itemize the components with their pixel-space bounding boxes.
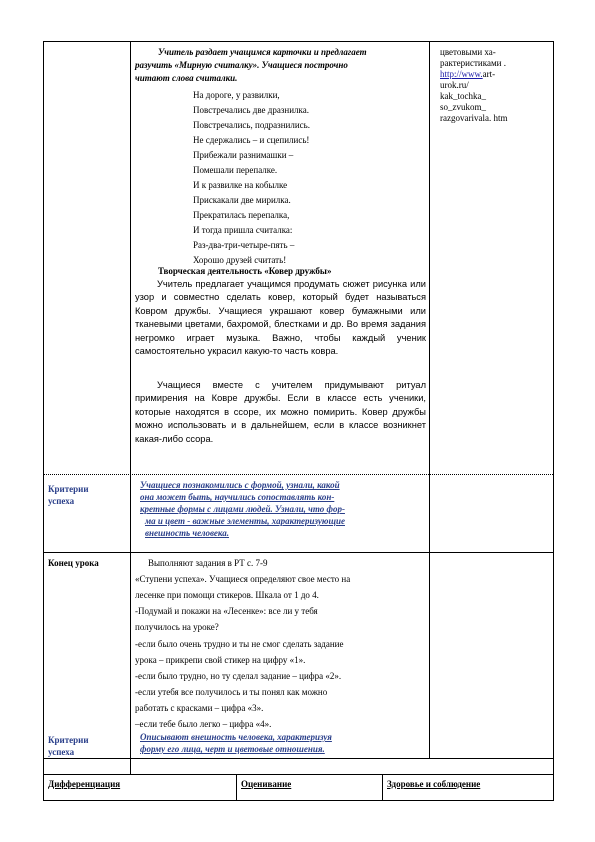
resource-line: цветовыми ха- — [440, 47, 496, 57]
criteria-label: успеха — [48, 496, 75, 506]
col-divider-1b — [130, 474, 131, 552]
poem-line: Не сдержались – и сцепились! — [193, 135, 310, 145]
col-divider-2b — [429, 474, 430, 552]
resource-line: рактеристиками . — [440, 58, 506, 68]
row-separator-dotted — [43, 474, 553, 475]
end-of-lesson-label: Конец урока — [48, 558, 99, 568]
activity-paragraph-1: Учитель предлагает учащимся продумать сюжет рисунка или узор и совместно сделать ковер, который будет называться Ковром дружбы. Учащиеся украшают ковер бумажными или тканевыми цветами, бахромой, блестками и др. Во время задания негромко играет музыка. Важно, чтобы каждый ученик самостоятельно украсил какую-то часть ковра. — [135, 279, 426, 357]
intro-line-3: читают слова считалки. — [135, 73, 238, 83]
criteria-text-line: Описывают внешность человека, характеризуя — [140, 732, 332, 742]
criteria-text-line: она может быть, научились сопоставлять кон- — [140, 492, 335, 502]
poem-line: И тогда пришла считалка: — [193, 225, 293, 235]
poem-line: Повстречались две дразнилка. — [193, 105, 310, 115]
col-divider-2c — [429, 552, 430, 758]
poem-line: Повстречались, подразнились. — [193, 120, 310, 130]
row-separator-2 — [43, 758, 553, 759]
poem-line: Раз-два-три-четыре-пять – — [193, 240, 295, 250]
criteria-text-line: внешность человека. — [145, 528, 229, 538]
footer-assessment: Оценивание — [241, 779, 292, 789]
table-bottom-border — [43, 800, 553, 801]
col-divider-1d — [130, 758, 131, 774]
end-line: лесенке при помощи стикеров. Шкала от 1 до 4. — [135, 590, 319, 600]
col-divider-2 — [429, 41, 430, 474]
footer-divider-2 — [382, 774, 383, 801]
poem-line: И к развилке на кобылке — [193, 180, 288, 190]
resource-link-line[interactable]: kak_tochka_ — [440, 91, 486, 101]
poem-line: Помешали перепалке. — [193, 165, 278, 175]
end-line: получилось на уроке? — [135, 622, 219, 632]
intro-line-2: разучить «Мирную считалку». Учащиеся построчно — [135, 60, 348, 70]
criteria-text-line: ма и цвет - важные элементы, характеризующие — [145, 516, 345, 526]
end-line: Выполняют задания в РТ с. 7-9 — [148, 558, 268, 568]
row-separator — [43, 552, 553, 553]
end-line: -если утебя все получилось и ты понял как можно — [135, 687, 328, 697]
table-right-border — [553, 41, 554, 801]
criteria-label: Критерии — [48, 484, 89, 494]
poem-line: Прекратилась перепалка, — [193, 210, 290, 220]
criteria-text-line: Учащиеся познакомились с формой, узнали, какой — [140, 480, 340, 490]
col-divider-1c — [130, 552, 131, 758]
table-top-border — [43, 41, 553, 42]
end-line: -Подумай и покажи на «Лесенке»: все ли у тебя — [135, 606, 318, 616]
activity-title: Творческая деятельность «Ковер дружбы» — [158, 266, 332, 276]
resource-link-line[interactable]: so_zvukom_ — [440, 102, 486, 112]
criteria-label: Критерии — [48, 735, 89, 745]
poem-line: Прискакали две мирилка. — [193, 195, 291, 205]
poem-line: Прибежали разнимашки – — [193, 150, 294, 160]
resource-link[interactable]: http://www. — [440, 69, 483, 79]
poem-line: На дороге, у развилки, — [193, 90, 280, 100]
activity-paragraph-2: Учащиеся вместе с учителем придумывают ритуал примирения на Ковре дружбы. Если в классе есть ученики, которые находятся в ссоре, их можно помирить. Ковер дружбы можно использовать и в дальнейшем, если в классе возникнет какая-либо ссора. — [135, 380, 426, 444]
criteria-text-line: кретные формы с лицами людей. Узнали, что фор- — [140, 504, 345, 514]
end-line: -если было очень трудно и ты не смог сделать задание — [135, 639, 344, 649]
footer-differentiation: Дифференциация — [48, 779, 121, 789]
end-line: –если тебе было легко – цифра «4». — [135, 719, 272, 729]
resource-link-line[interactable]: urok.ru/ — [440, 80, 469, 90]
end-line: «Ступени успеха». Учащиеся определяют свое место на — [135, 574, 351, 584]
end-line: работать с красками – цифра «3». — [135, 703, 264, 713]
poem-line: Хорошо друзей считать! — [193, 255, 287, 265]
criteria-label: успеха — [48, 747, 75, 757]
end-line: урока – прикрепи свой стикер на цифру «1». — [135, 655, 306, 665]
footer-health: Здоровье и соблюдение — [387, 779, 481, 789]
footer-divider-1 — [236, 774, 237, 801]
resource-link-suffix: art- — [482, 69, 496, 79]
col-divider-1 — [130, 41, 131, 474]
resource-link-line[interactable]: razgovarivala. htm — [440, 113, 508, 123]
footer-top-border — [43, 774, 553, 775]
criteria-text-line: форму его лица, черт и цветовые отношения. — [140, 744, 325, 754]
table-left-border — [43, 41, 44, 801]
intro-line-1: Учитель раздает учащимся карточки и предлагает — [158, 47, 367, 57]
end-line: -если было трудно, но ту сделал задание – цифра «2». — [135, 671, 342, 681]
